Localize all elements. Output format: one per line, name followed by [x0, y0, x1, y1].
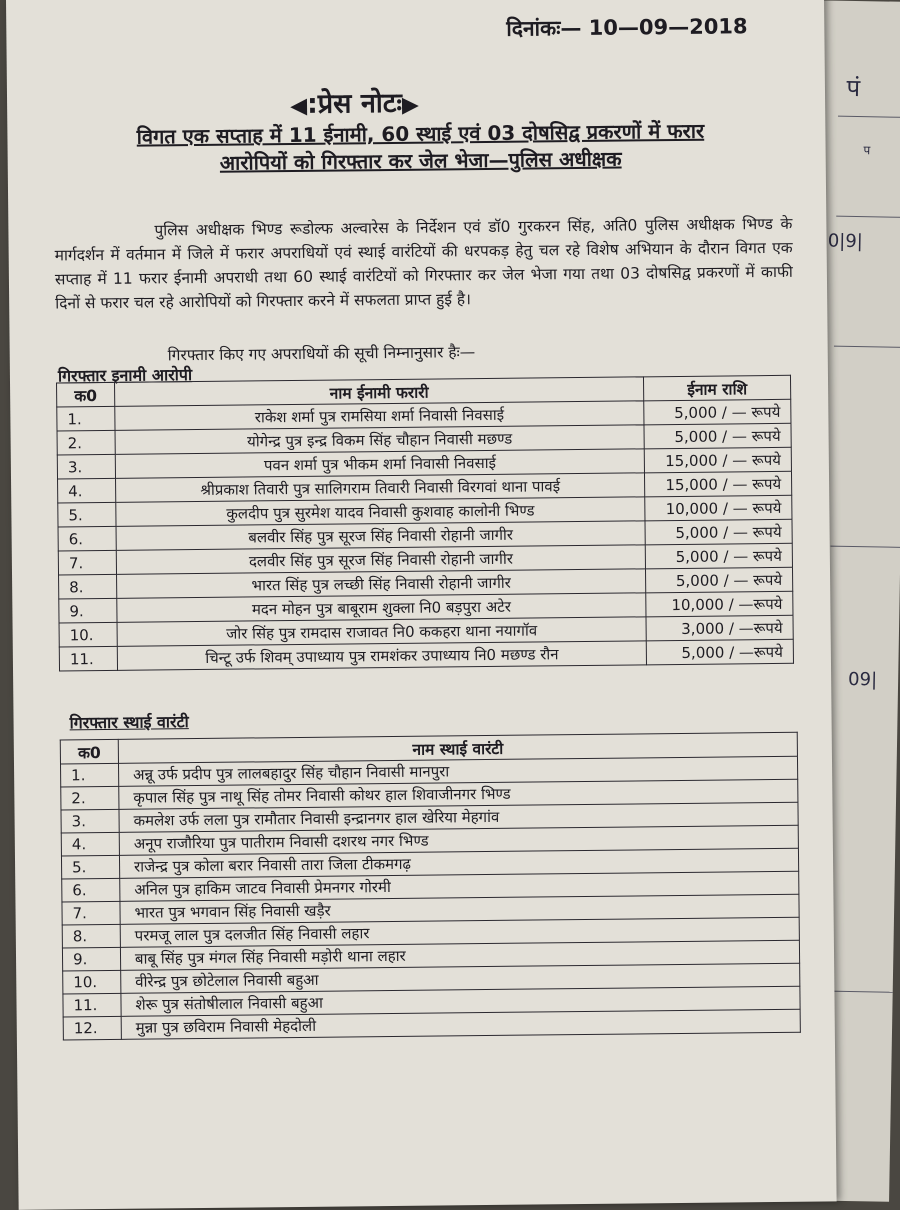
warrant-section-title: गिरफ्तार स्थाई वारंटी	[69, 712, 189, 733]
press-note-page	[6, 0, 837, 1210]
reward-table	[56, 375, 794, 672]
row-amount: 5,000 / — रूपये	[646, 567, 793, 593]
column-header-serial: क0	[60, 739, 118, 764]
row-amount: 5,000 / — रूपये	[644, 423, 791, 449]
row-serial: 4.	[61, 832, 119, 856]
headline-line-1: विगत एक सप्ताह में 11 ईनामी, 60 स्थाई एवं 03 दोषसिद्व प्रकरणों में फरार	[136, 118, 705, 149]
row-serial: 10.	[63, 970, 121, 994]
row-serial: 1.	[57, 406, 115, 431]
row-serial: 3.	[61, 809, 119, 833]
row-name: जोर सिंह पुत्र रामदास राजावत नि0 ककहरा थाना नयागॉव	[117, 617, 646, 647]
row-amount: 5,000 / — रूपये	[644, 399, 791, 425]
row-serial: 3.	[57, 454, 115, 479]
page-title-text: प्रेस नोटः	[317, 87, 403, 120]
row-name: अनिल पुत्र हाकिम जाटव निवासी प्रेमनगर गोरमी	[120, 871, 799, 901]
column-header-name: नाम ईनामी फरारी	[114, 377, 643, 407]
row-serial: 7.	[58, 550, 116, 575]
row-amount: 15,000 / — रूपये	[644, 447, 791, 473]
row-name: बलवीर सिंह पुत्र सूरज सिंह निवासी रोहानी जागीर	[116, 521, 645, 551]
row-name: अन्नू उर्फ प्रदीप पुत्र लालबहादुर सिंह चौहान निवासी मानपुरा	[118, 756, 797, 786]
row-name: राजेन्द्र पुत्र कोला बरार निवासी तारा जिला टीकमगढ़	[119, 848, 798, 878]
background-rule	[834, 346, 900, 348]
row-serial: 6.	[58, 526, 116, 551]
body-paragraph: पुलिस अधीक्षक भिण्ड रूडोल्फ अल्वारेस के निर्देशन एवं डॉ0 गुरकरन सिंह, अति0 पुलिस अधीक्षक भिण्ड के मार्गदर्शन में वर्तमान में जिले में फरार अपराधियों एवं स्थाई वारंटियों की धरपकड़ हेतु चल रहे विशेष अभियान के दौरान विगत एक सप्ताह में 11 फरार ईनामी अपराधी तथा 60 स्थाई वारंटियों को गिरफ्तार कर जेल भेजा गया तथा 03 दोषसिद्व प्रकरणों में काफी दिनों से फरार चल रहे आरोपियों को गिरफ्तार करने में सफलता प्राप्त हुई है।	[54, 214, 793, 313]
row-name: भारत पुत्र भगवान सिंह निवासी खड़ैर	[120, 894, 799, 924]
row-name: दलवीर सिंह पुत्र सूरज सिंह निवासी रोहानी जागीर	[116, 545, 645, 575]
row-serial: 5.	[58, 502, 116, 527]
column-header-name: नाम स्थाई वारंटी	[118, 732, 797, 763]
background-sheet-text: प	[863, 143, 871, 158]
row-name: वीरेन्द्र पुत्र छोटेलाल निवासी बहुआ	[121, 963, 800, 993]
row-serial: 5.	[61, 855, 119, 879]
row-name: पवन शर्मा पुत्र भीकम शर्मा निवासी निवसाई	[115, 449, 644, 479]
warrant-table	[60, 732, 801, 1041]
reward-table-body	[57, 399, 794, 671]
row-serial: 11.	[63, 993, 121, 1017]
row-serial: 12.	[63, 1016, 121, 1040]
row-name: शेरू पुत्र संतोषीलाल निवासी बहुआ	[121, 986, 800, 1016]
row-amount: 15,000 / — रूपये	[645, 471, 792, 497]
row-amount: 3,000 / —रूपये	[646, 615, 793, 641]
row-name: चिन्टू उर्फ शिवम् उपाध्याय पुत्र रामशंकर उपाध्याय नि0 मछण्ड रौन	[117, 641, 646, 671]
row-name: अनूप राजौरिया पुत्र पातीराम निवासी दशरथ नगर भिण्ड	[119, 825, 798, 855]
row-serial: 9.	[62, 947, 120, 971]
row-serial: 8.	[59, 574, 117, 599]
background-sheet-text: 09|	[847, 668, 878, 691]
row-name: मुन्ना पुत्र छविराम निवासी मेहदोली	[121, 1009, 800, 1039]
row-serial: 8.	[62, 924, 120, 948]
row-name: भारत सिंह पुत्र लच्छी सिंह निवासी रोहानी जागीर	[116, 569, 645, 599]
row-serial: 2.	[61, 786, 119, 810]
headline	[65, 117, 776, 178]
row-name: परमजू लाल पुत्र दलजीत सिंह निवासी लहार	[120, 917, 799, 947]
row-name: राकेश शर्मा पुत्र रामसिया शर्मा निवासी निवसाई	[115, 401, 644, 431]
background-rule	[836, 216, 900, 218]
headline-line-2: आरोपियों को गिरफ्तार कर जेल भेजा—पुलिस अधीक्षक	[219, 146, 622, 175]
row-serial: 7.	[62, 901, 120, 925]
row-name: योगेन्द्र पुत्र इन्द्र विकम सिंह चौहान निवासी मछण्ड	[115, 425, 644, 455]
row-amount: 5,000 / — रूपये	[645, 519, 792, 545]
column-header-amount: ईनाम राशि	[644, 375, 791, 401]
row-amount: 5,000 / — रूपये	[645, 543, 792, 569]
page-title: ◀:प्रेस नोटः▶	[290, 87, 419, 120]
row-name: कमलेश उर्फ लला पुत्र रामौतार निवासी इन्द्रानगर हाल खेरिया मेहगांव	[119, 802, 798, 832]
row-serial: 10.	[59, 622, 117, 647]
row-serial: 6.	[62, 878, 120, 902]
background-sheet-text: 0|9|	[827, 230, 864, 253]
row-serial: 9.	[59, 598, 117, 623]
row-name: श्रीप्रकाश तिवारी पुत्र सालिगराम तिवारी निवासी विरगवां थाना पावई	[115, 473, 644, 503]
row-amount: 5,000 / —रूपये	[646, 639, 793, 665]
row-name: बाबू सिंह पुत्र मंगल सिंह निवासी मड़ोरी थाना लहार	[120, 940, 799, 970]
right-arrow-icon: ▶	[401, 92, 419, 118]
row-serial: 2.	[57, 430, 115, 455]
list-intro: गिरफ्तार किए गए अपराधियों की सूची निम्नानुसार हैः—	[167, 343, 476, 365]
row-serial: 4.	[58, 478, 116, 503]
row-serial: 1.	[61, 763, 119, 787]
row-amount: 10,000 / — रूपये	[645, 495, 792, 521]
left-arrow-icon: ◀	[290, 93, 308, 120]
background-rule	[838, 116, 900, 118]
row-amount: 10,000 / —रूपये	[646, 591, 793, 617]
row-name: कुलदीप पुत्र सुरमेश यादव निवासी कुशवाह कालोनी भिण्ड	[116, 497, 645, 527]
background-rule	[830, 546, 900, 548]
date-line: दिनांकः— 10—09—2018	[506, 14, 748, 41]
warrant-table-body	[61, 756, 801, 1040]
row-name: मदन मोहन पुत्र बाबूराम शुक्ला नि0 बड़पुरा अटेर	[117, 593, 646, 623]
background-sheet-text: पं	[846, 73, 861, 103]
reward-section-title: गिरफ्तार इनामी आरोपी	[57, 365, 193, 386]
row-name: कृपाल सिंह पुत्र नाथू सिंह तोमर निवासी कोथर हाल शिवाजीनगर भिण्ड	[119, 779, 798, 809]
column-header-serial: क0	[57, 382, 115, 407]
row-serial: 11.	[59, 646, 117, 671]
